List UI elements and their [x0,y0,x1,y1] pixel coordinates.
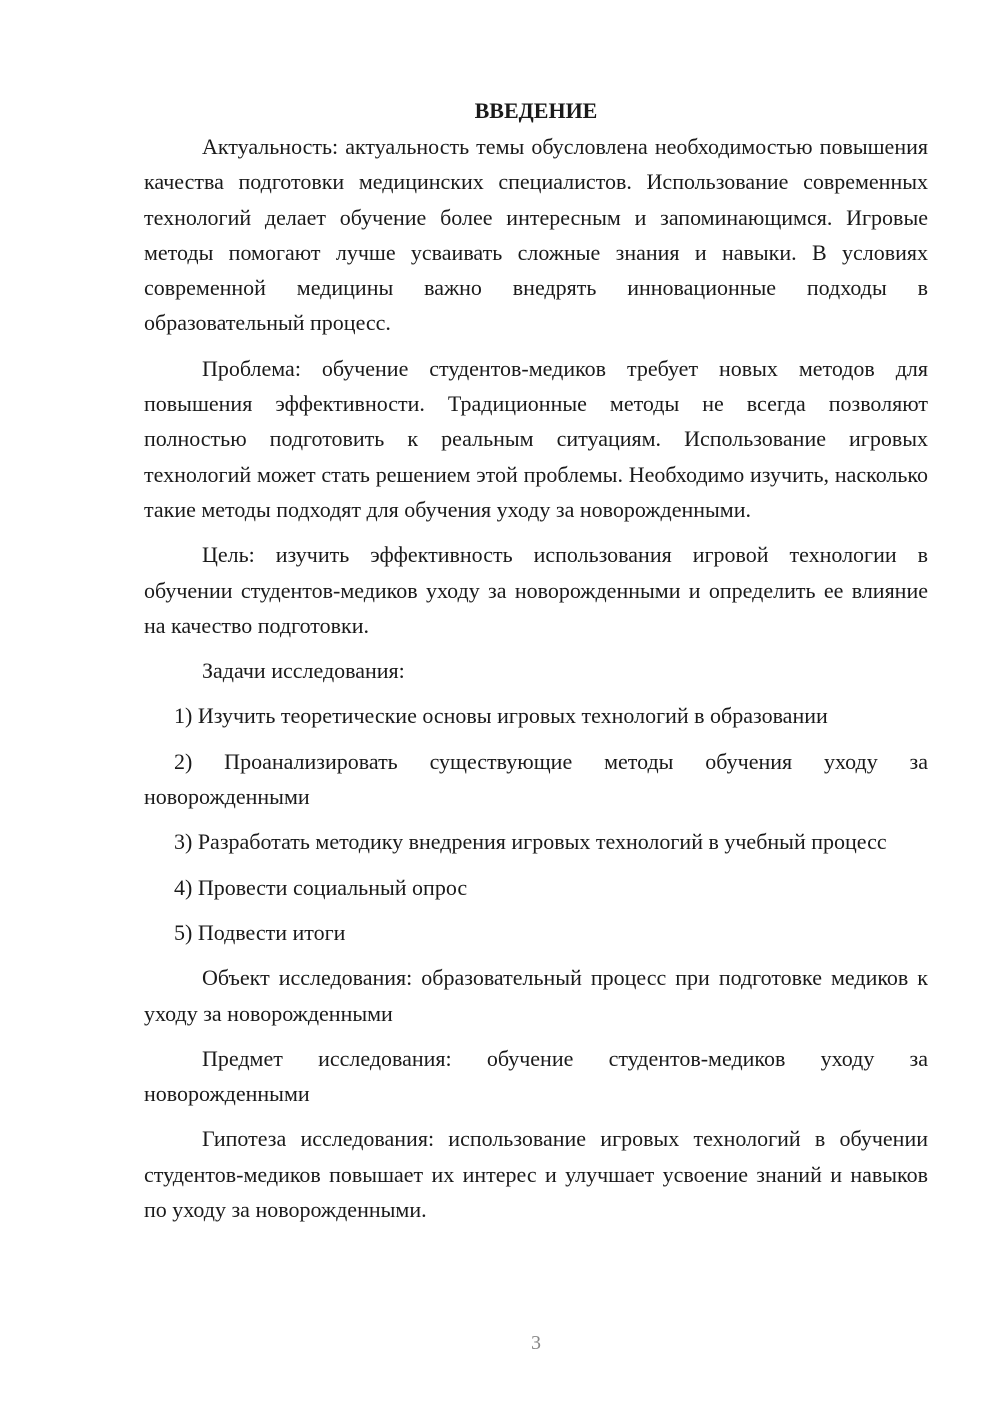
page-number: 3 [531,1332,541,1354]
object-paragraph: Объект исследования: образовательный процесс при подготовке медиков к уходу за новорожденными [144,965,928,1026]
task-item-5: 5) Подвести итоги [174,919,346,945]
problem-paragraph: Проблема: обучение студентов-медиков требует новых методов для повышения эффективности. Традиционные методы не всегда позволяют полностью подготовить к реальным ситуациям. Использование игровых технологий может стать решением этой проблемы. Необходимо изучить, насколько такие методы подходят для обучения уходу за новорожденными. [144,355,928,522]
task-item-2: 2) Проанализировать существующие методы обучения уходу за новорожденными [144,748,928,810]
task-item-3: 3) Разработать методику внедрения игровых технологий в учебный процесс [174,829,887,855]
tasks-heading: Задачи исследования: [202,658,405,684]
goal-paragraph: Цель: изучить эффективность использования игровой технологии в обучении студентов-медиков уходу за новорожденными и определить ее влияние на качество подготовки. [144,542,928,638]
page-content [144,94,928,1237]
task-item-1: 1) Изучить теоретические основы игровых технологий в образовании [174,703,828,729]
section-title: ВВЕДЕНИЕ [474,98,598,123]
task-item-4: 4) Провести социальный опрос [174,874,468,900]
relevance-paragraph: Актуальность: актуальность темы обусловлена необходимостью повышения качества подготовки медицинских специалистов. Использование современных технологий делает обучение более интересным и запоминающимся. Игровые методы помогают лучше усваивать сложные знания и навыки. В условиях современной медицины важно внедрять инновационные подходы в образовательный процесс. [144,134,928,336]
hypothesis-paragraph: Гипотеза исследования: использование игровых технологий в обучении студентов-медиков повышает их интерес и улучшает усвоение знаний и навыков по уходу за новорожденными. [144,1126,928,1223]
subject-paragraph: Предмет исследования: обучение студентов-медиков уходу за новорожденными [144,1045,928,1107]
